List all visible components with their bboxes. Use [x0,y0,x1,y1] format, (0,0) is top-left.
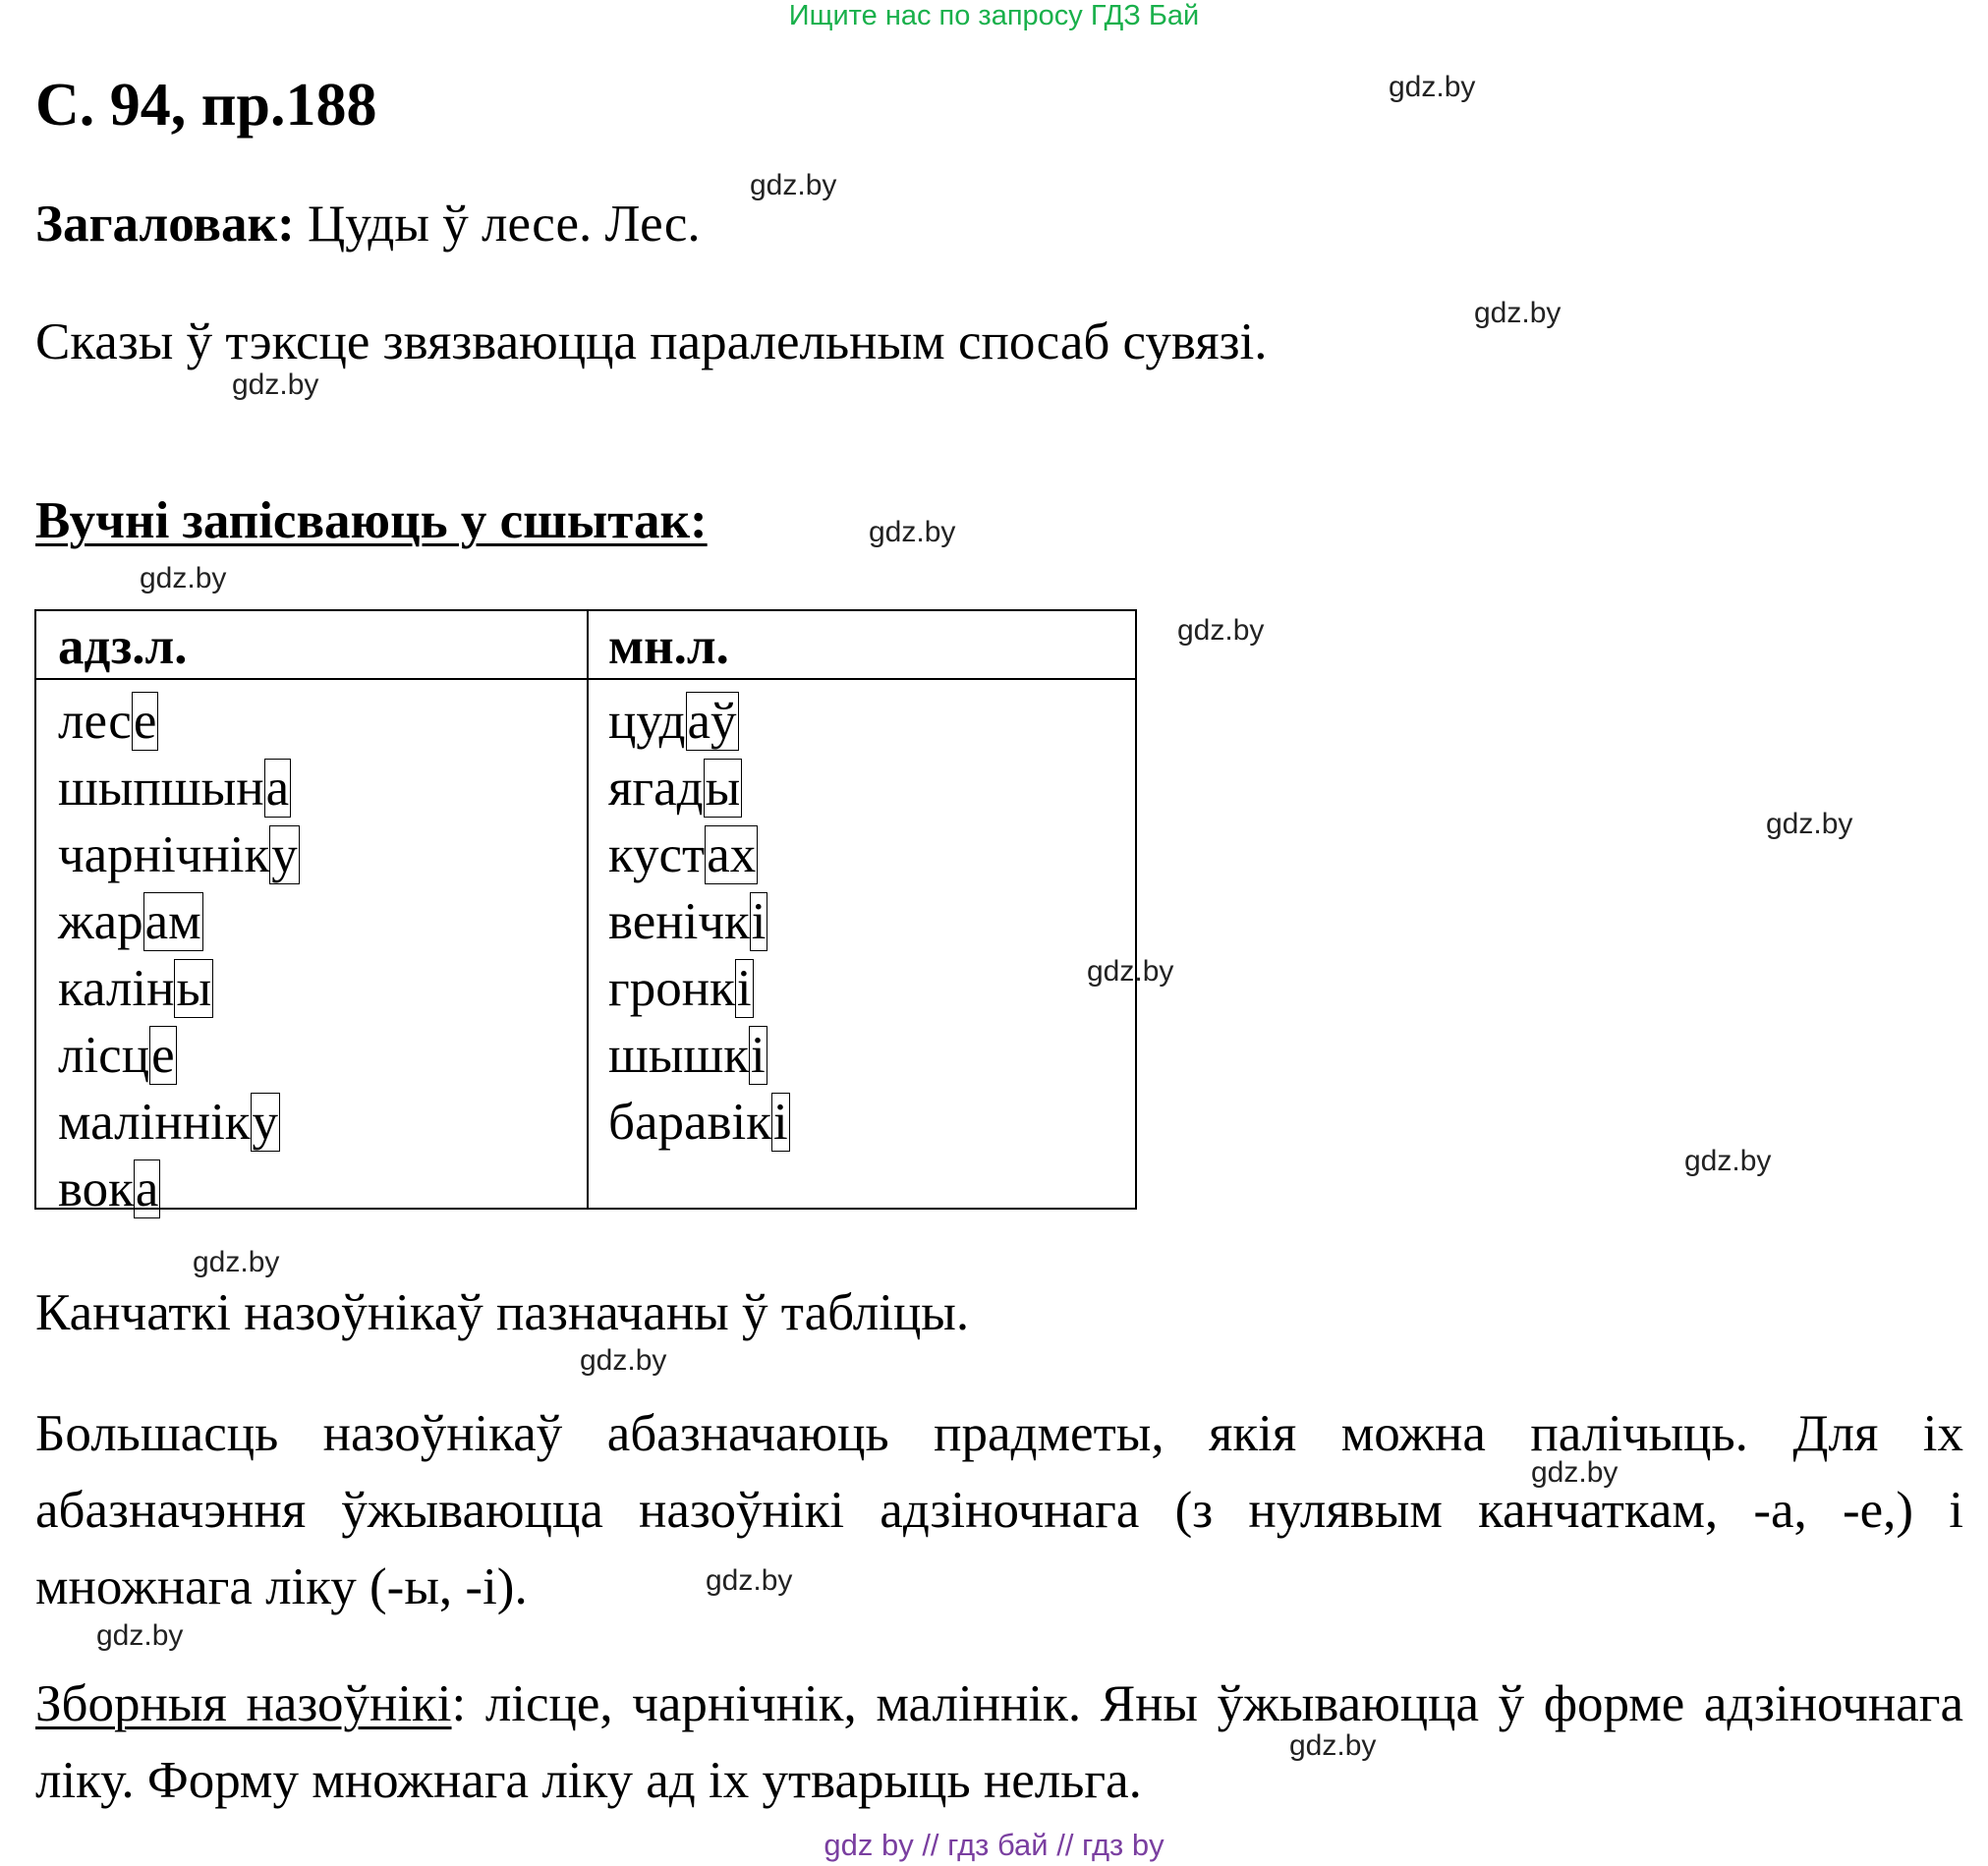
plural-list [608,688,790,1156]
word-ending: у [271,826,298,883]
table-row [58,1022,300,1089]
word-stem: куст [608,826,706,883]
table-header-singular: адз.л. [58,618,188,675]
watermark: gdz.by [232,368,319,401]
word-ending: ы [176,960,212,1017]
table-row [608,755,790,821]
table-row [58,955,300,1022]
notebook-heading: Вучні запісваюць у сшытак: [35,492,708,549]
paragraph-countable: Большасць назоўнікаў абазначаюць прадметы, якія можна палічыць. Для іх абазначэння ўжываюцца назоўнікі адзіночнага (з нулявым канчаткам, -а, -е,) і множнага ліку (-ы, -і). [35,1405,1963,1615]
watermark: gdz.by [193,1246,280,1278]
word-stem: маліннік [58,1094,251,1151]
word-stem: баравік [608,1094,772,1151]
word-stem: ягад [608,760,704,817]
table-row [608,821,790,888]
heading-text: Цуды ў лесе. Лес. [307,196,701,253]
footer-links: gdz by // гдз бай // гдз by [824,1828,1164,1862]
table-row [58,821,300,888]
collective-term: Зборныя назоўнікі [35,1675,452,1732]
watermark: gdz.by [1389,71,1476,103]
word-ending: ах [707,826,757,883]
table-row [58,755,300,821]
heading-label: Загаловак: [35,196,295,253]
word-stem: венічк [608,893,750,950]
word-stem: жар [58,893,143,950]
word-stem: шышк [608,1027,749,1084]
watermark: gdz.by [96,1619,184,1652]
watermark: gdz.by [1474,297,1562,329]
word-ending: і [751,893,767,950]
table-row [608,888,790,955]
collective-text: : лісце, чарнічнік, маліннік. Яны ўжываюцца ў форме адзіночнага ліку. Форму множнага ліку ад іх утварыць нельга. [35,1675,1963,1809]
noun-table [34,609,1137,1217]
watermark: gdz.by [1766,808,1853,840]
word-stem: лісц [58,1027,150,1084]
word-stem: шыпшын [58,760,264,817]
table-header-divider [36,678,1135,680]
word-stem: гронк [608,960,735,1017]
watermark: gdz.by [140,562,227,594]
word-stem: цуд [608,693,686,750]
word-ending: е [133,693,157,750]
table-header-plural: мн.л. [608,618,729,675]
word-ending: е [151,1027,175,1084]
word-ending: ы [705,760,741,817]
word-stem: вок [58,1160,134,1217]
table-column-divider [587,611,589,1208]
word-ending: і [773,1094,788,1151]
table-row [58,1089,300,1156]
watermark: gdz.by [750,169,837,201]
table-row [608,955,790,1022]
heading-line [35,195,701,254]
sentence-connection: Сказы ў тэксце звязваюцца паралельным спосаб сувязі. [35,313,1268,370]
watermark: gdz.by [1531,1456,1619,1489]
endings-note: Канчаткі назоўнікаў пазначаны ў табліцы. [35,1284,970,1341]
table-row [58,888,300,955]
table-row [58,688,300,755]
watermark: gdz.by [706,1564,793,1597]
word-ending: у [252,1094,279,1151]
word-ending: ам [144,893,201,950]
table-row [608,688,790,755]
word-ending: а [265,760,290,817]
top-banner: Ищите нас по запросу ГДЗ Бай [788,0,1200,31]
word-stem: чарнічнік [58,826,270,883]
watermark: gdz.by [869,516,956,548]
table-row [58,1156,300,1222]
word-ending: а [135,1160,159,1217]
watermark: gdz.by [580,1344,667,1377]
paragraph-collective [35,1666,1963,1819]
table-row [608,1089,790,1156]
singular-list [58,688,300,1222]
word-ending: і [750,1027,766,1084]
table-row [608,1022,790,1089]
word-ending: аў [687,693,737,750]
page-title: С. 94, пр.188 [35,72,377,139]
watermark: gdz.by [1177,614,1265,647]
watermark: gdz.by [1087,955,1174,988]
word-stem: калін [58,960,175,1017]
watermark: gdz.by [1684,1145,1772,1177]
watermark: gdz.by [1289,1729,1377,1762]
word-stem: лес [58,693,132,750]
word-ending: і [736,960,752,1017]
